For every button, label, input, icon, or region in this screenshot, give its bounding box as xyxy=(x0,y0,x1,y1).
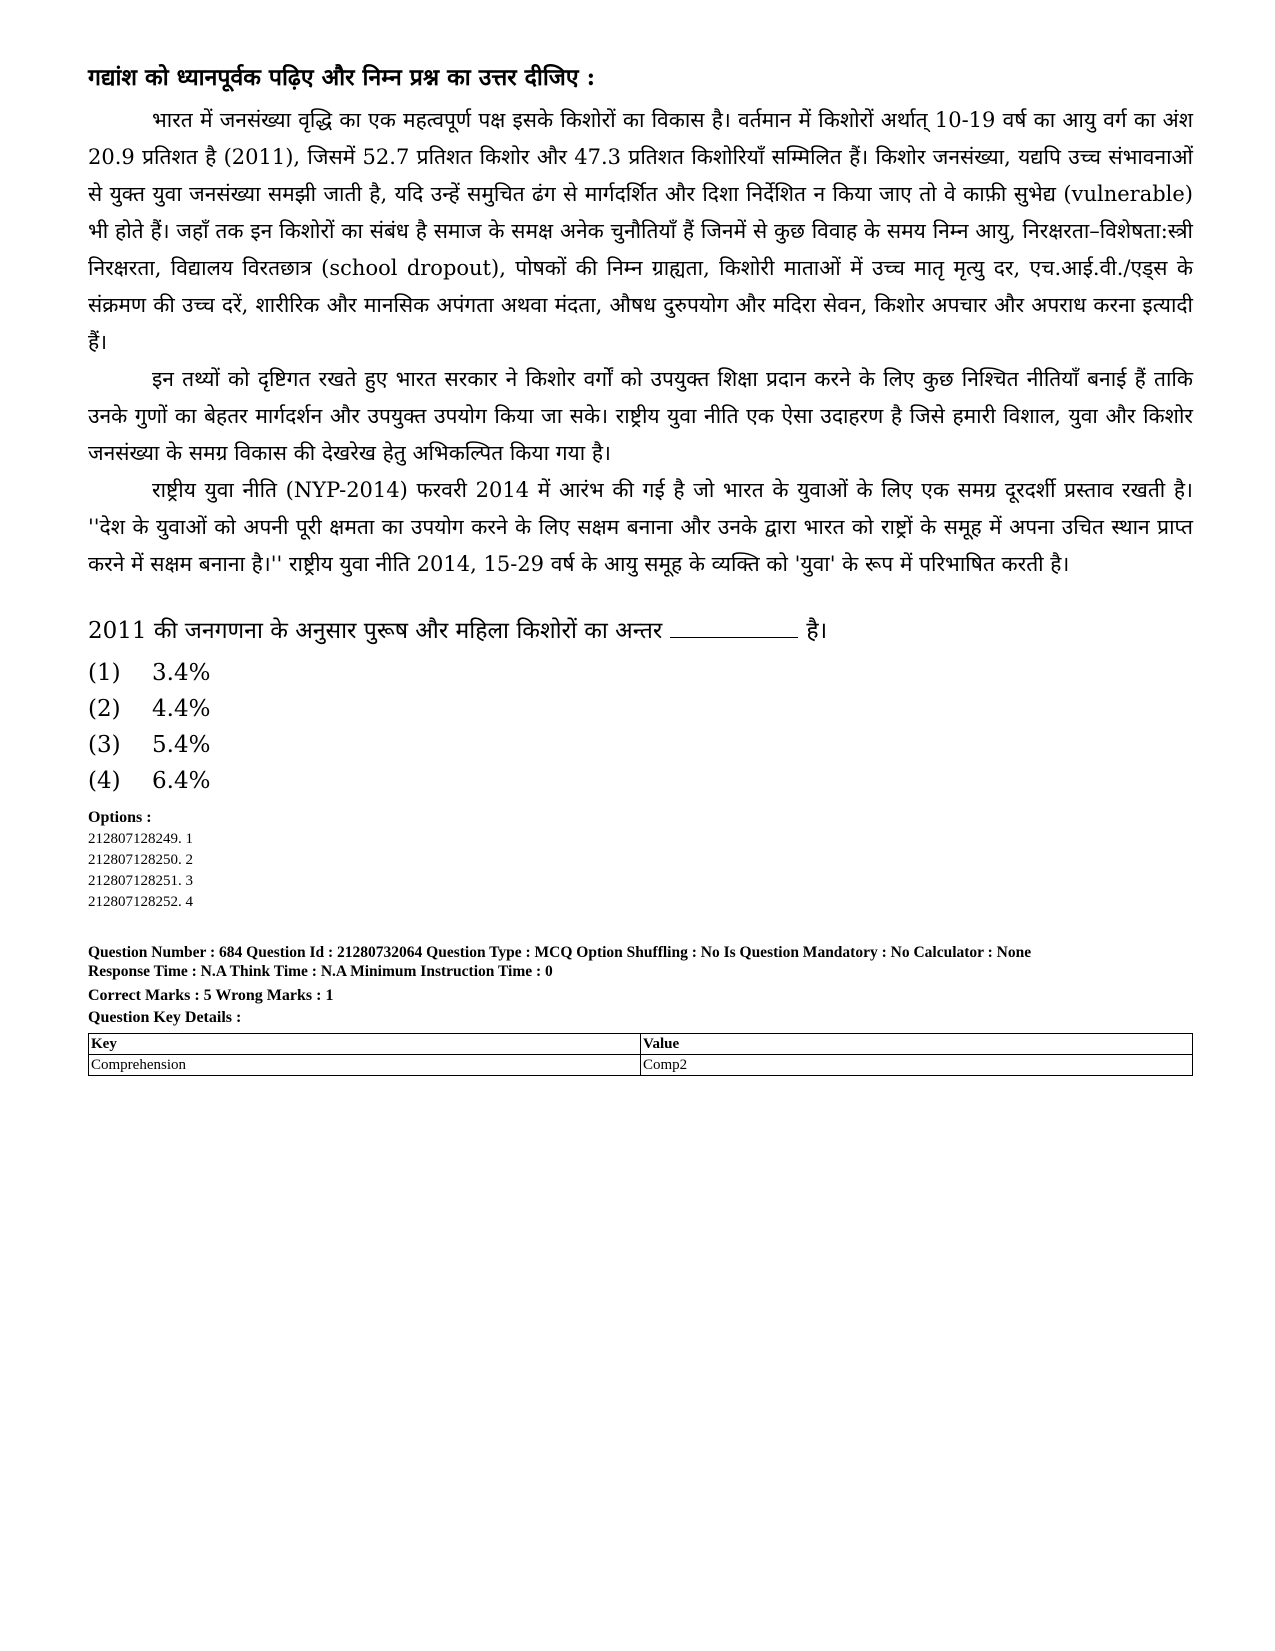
option-id-3: 212807128251. 3 xyxy=(88,873,193,889)
marks-line: Correct Marks : 5 Wrong Marks : 1 xyxy=(88,987,334,1004)
question-text xyxy=(88,613,1193,649)
options-list xyxy=(88,807,1193,913)
choice-number: (1) xyxy=(88,660,121,686)
passage-paragraph-3: राष्ट्रीय युवा नीति (NYP-2014) फरवरी 2014 में आरंभ की गई है जो भारत के युवाओं के लिए एक समग्र दूरदर्शी प्रस्ताव रखती है। ''देश के युवाओं को अपनी पूरी क्षमता का उपयोग करने के लिए सक्षम बनाना और उनके द्वारा भारत को राष्ट्रों के समूह में अपना उचित स्थान प्राप्त करने में सक्षम बनाना है।'' राष्ट्रीय युवा नीति 2014, 15-29 वर्ष के आयु समूह के व्यक्ति को 'युवा' के रूप में परिभाषित करती है। xyxy=(88,478,1193,576)
question-text-after: है। xyxy=(806,618,828,644)
key-details-label: Question Key Details : xyxy=(88,1009,242,1026)
option-id-2: 212807128250. 2 xyxy=(88,852,193,868)
choice-2[interactable] xyxy=(88,691,1193,727)
table-header-key: Key xyxy=(89,1034,641,1055)
options-label: Options : xyxy=(88,809,152,826)
passage-heading: गद्यांश को ध्यानपूर्वक पढ़िए और निम्न प्रश्न का उत्तर दीजिए : xyxy=(88,64,596,91)
passage-paragraph-2: इन तथ्यों को दृष्टिगत रखते हुए भारत सरकार ने किशोर वर्गों को उपयुक्त शिक्षा प्रदान करने के लिए कुछ निश्चित नीतियाँ बनाई हैं ताकि उनके गुणों का बेहतर मार्गदर्शन और उपयुक्त उपयोग किया जा सके। राष्ट्रीय युवा नीति एक ऐसा उदाहरण है जिसे हमारी विशाल, युवा और किशोर जनसंख्या के समग्र विकास की देखरेख हेतु अभिकल्पित किया गया है। xyxy=(88,367,1193,465)
choice-3[interactable] xyxy=(88,727,1193,763)
table-header-row xyxy=(89,1034,1193,1055)
key-details-table xyxy=(88,1033,1193,1076)
question-info-line1: Question Number : 684 Question Id : 21280732064 Question Type : MCQ Option Shuffling : No Is Question Mandatory : No Calculator : None xyxy=(88,944,1032,961)
table-header-value: Value xyxy=(641,1034,1193,1055)
choice-number: (4) xyxy=(88,768,121,794)
choice-number: (3) xyxy=(88,732,121,758)
choice-number: (2) xyxy=(88,696,121,722)
question-text-before: 2011 की जनगणना के अनुसार पुरूष और महिला किशोरों का अन्तर xyxy=(88,618,663,644)
choice-1[interactable] xyxy=(88,655,1193,691)
choice-value: 4.4% xyxy=(152,696,211,722)
choice-value: 3.4% xyxy=(152,660,211,686)
option-id-1: 212807128249. 1 xyxy=(88,831,193,847)
answer-blank xyxy=(670,615,798,638)
table-cell-value: Comp2 xyxy=(641,1055,1193,1076)
table-cell-key: Comprehension xyxy=(89,1055,641,1076)
question-page xyxy=(88,60,1193,1076)
question-info-line2: Response Time : N.A Think Time : N.A Minimum Instruction Time : 0 xyxy=(88,963,553,980)
passage-paragraph-1: भारत में जनसंख्या वृद्धि का एक महत्वपूर्ण पक्ष इसके किशोरों का विकास है। वर्तमान में किशोरों अर्थात् 10-19 वर्ष का आयु वर्ग का अंश 20.9 प्रतिशत है (2011), जिसमें 52.7 प्रतिशत किशोर और 47.3 प्रतिशत किशोरियाँ सम्मिलित हैं। किशोर जनसंख्या, यद्यपि उच्च संभावनाओं से युक्त युवा जनसंख्या समझी जाती है, यदि उन्हें समुचित ढंग से मार्गदर्शित और दिशा निर्देशित न किया जाए तो वे काफ़ी सुभेद्य (vulnerable) भी होते हैं। जहाँ तक इन किशोरों का संबंध है समाज के समक्ष अनेक चुनौतियाँ हैं जिनमें से कुछ विवाह के समय निम्न आयु, निरक्षरता–विशेषता:स्त्री निरक्षरता, विद्यालय विरतछात्र (school dropout), पोषकों की निम्न ग्राह्यता, किशोरी माताओं में उच्च मातृ मृत्यु दर, एच.आई.वी./एड्स के संक्रमण की उच्च दरें, शारीरिक और मानसिक अपंगता अथवा मंदता, औषध दुरुपयोग और मदिरा सेवन, किशोर अपचार और अपराध करना इत्यादी हैं। xyxy=(88,108,1193,354)
question-info xyxy=(88,943,1193,1029)
choice-value: 5.4% xyxy=(152,732,211,758)
table-row xyxy=(89,1055,1193,1076)
option-id-4: 212807128252. 4 xyxy=(88,894,193,910)
choice-value: 6.4% xyxy=(152,768,211,794)
choice-4[interactable] xyxy=(88,763,1193,799)
